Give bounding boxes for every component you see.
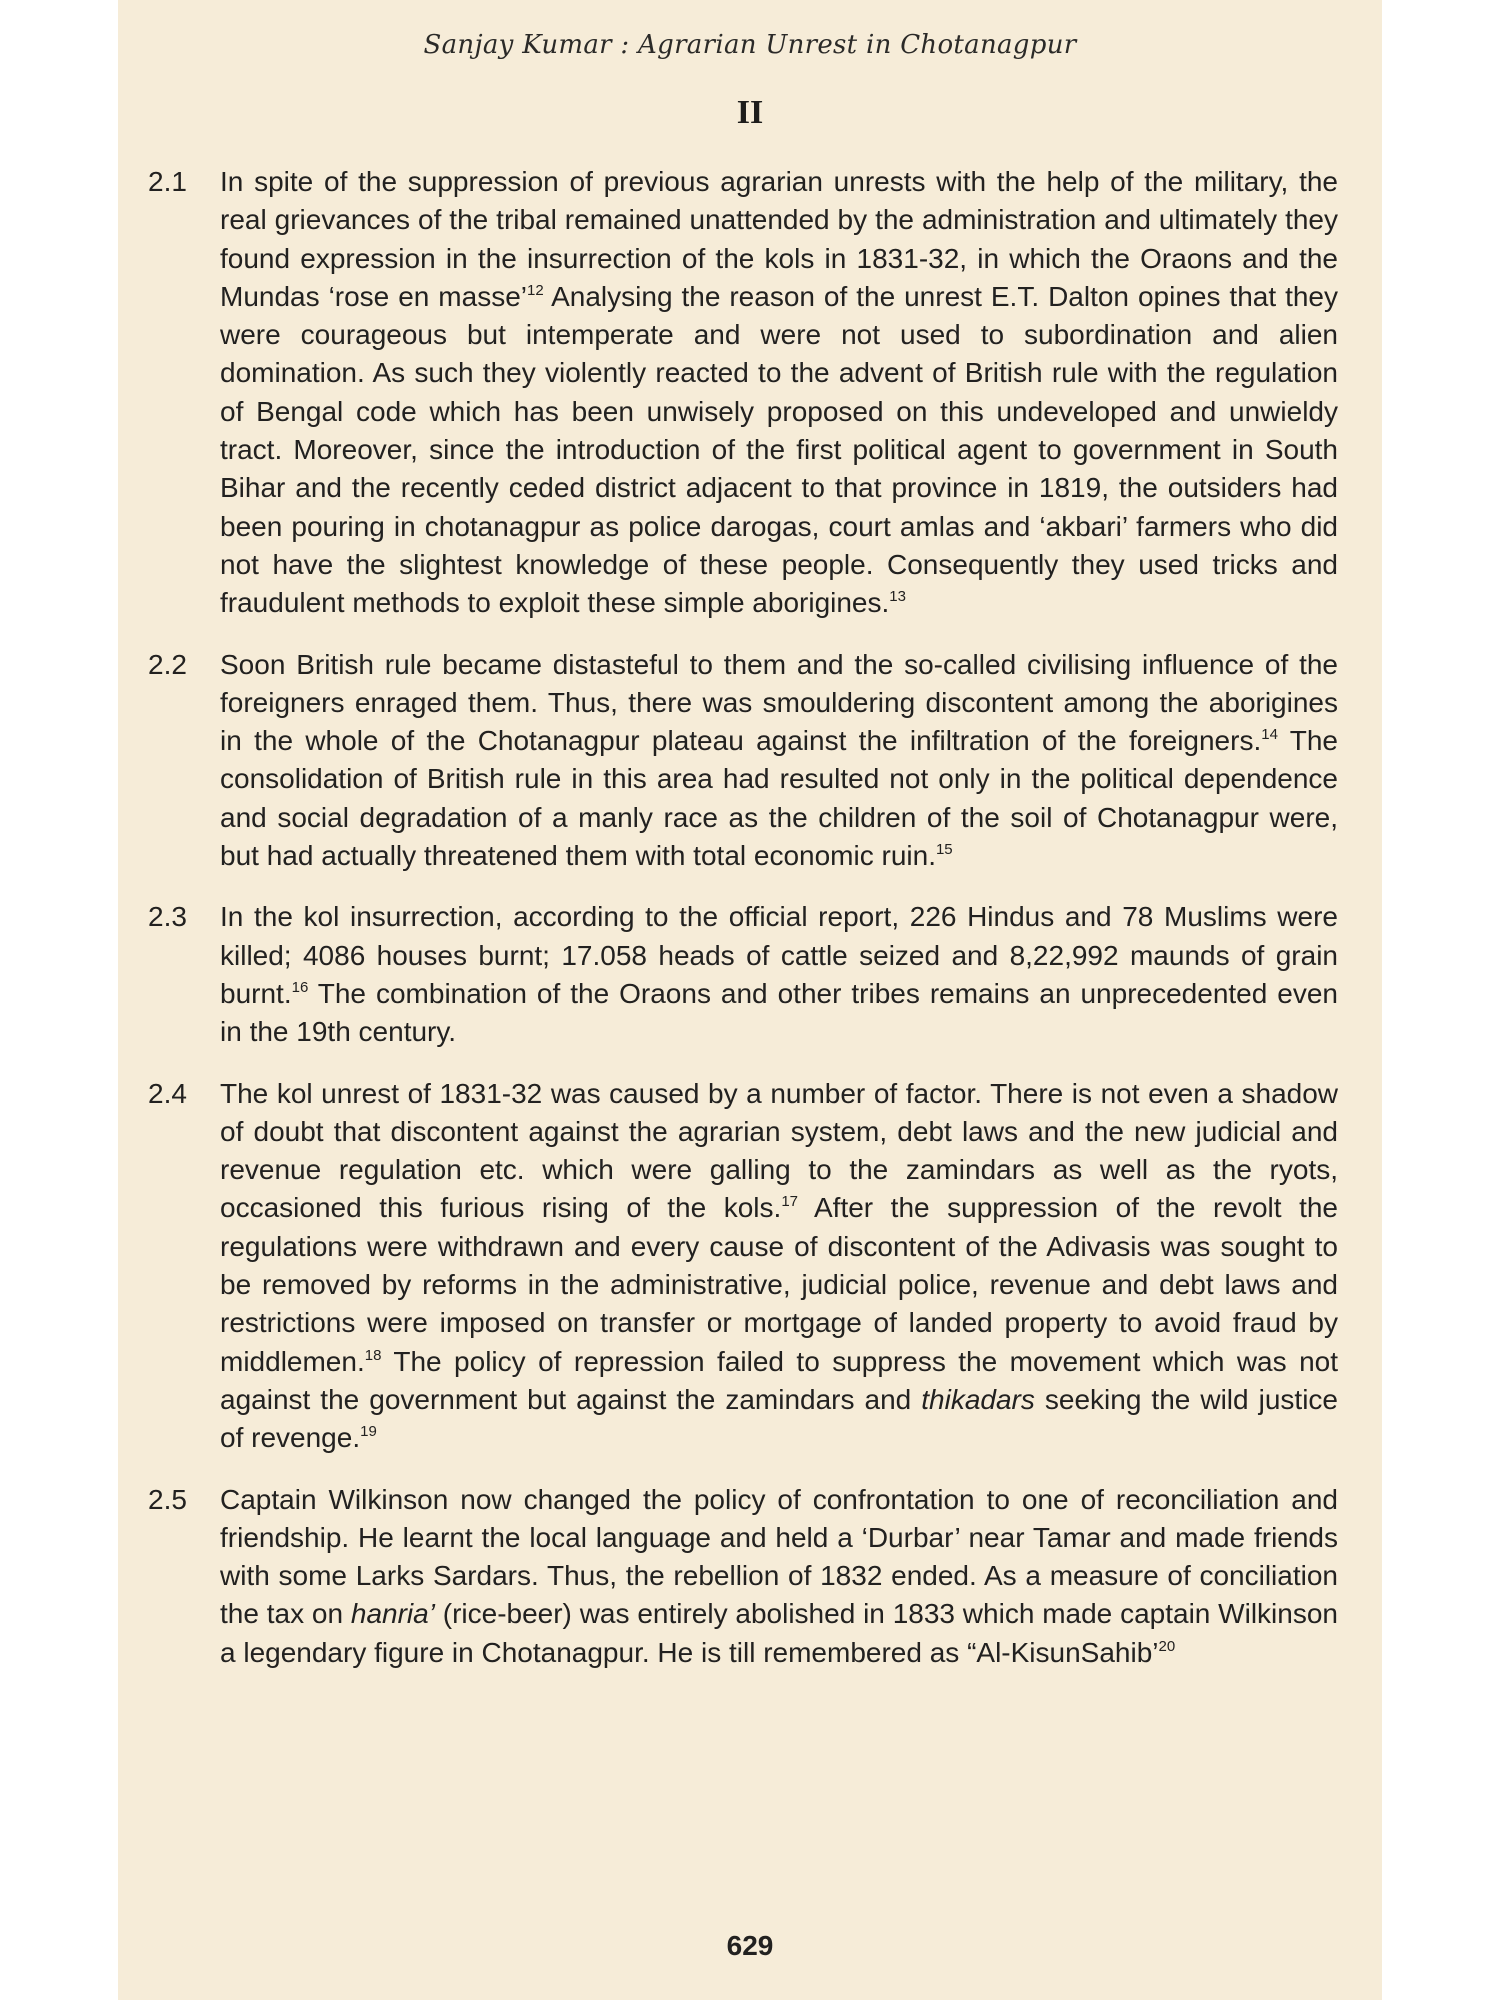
text-run: In spite of the suppression of previous agrarian unrests with the help of the military, the real grievances of the tribal remained unattended by the administration and ultimately they found expression in the insurrection of the kols in 1831-32, in which the Oraons and the Mundas ‘rose en masse’ <box>220 166 1338 312</box>
italic-term: thikadars <box>921 1383 1035 1415</box>
text-run: (rice-beer) was entirely abolished in 1833 which made captain Wilkinson a legendary figure in Chotanagpur. He is till remembered as “Al-KisunSahib’ <box>220 1598 1338 1668</box>
paragraph-text <box>220 163 1338 623</box>
text-run: Captain Wilkinson now changed the policy of confrontation to one of reconciliation and friendship. He learnt the local language and held a ‘Durbar’ near Tamar and made friends with some Larks Sardars. Thus, the rebellion of 1832 ended. As a measure of conciliation the tax on <box>220 1483 1338 1630</box>
paragraph-number: 2.1 <box>148 166 187 197</box>
text-run: After the suppression of the revolt the regulations were withdrawn and every cause of discontent of the Adivasis was sought to be removed by reforms in the administrative, judicial police, revenue and debt laws and restrictions were imposed on transfer or mortgage of landed property to avoid fraud by middlemen. <box>220 1192 1338 1377</box>
footnote-ref: 16 <box>291 978 309 996</box>
paragraph-number: 2.4 <box>148 1077 187 1109</box>
italic-term: hanria’ <box>350 1598 435 1630</box>
paragraph-text <box>220 898 1338 1051</box>
section-heading: II <box>736 94 764 131</box>
paragraph-text <box>220 1481 1338 1672</box>
paragraph-number: 2.2 <box>148 648 187 680</box>
paragraph-text <box>220 1075 1338 1458</box>
text-run: The combination of the Oraons and other tribes remains an unprecedented even in the 19th century. <box>220 977 1338 1048</box>
text-run: seeking the wild justice of revenge. <box>220 1383 1338 1454</box>
footnote-ref: 12 <box>527 281 544 299</box>
paragraph-number: 2.5 <box>148 1483 187 1515</box>
paragraph-2-3 <box>148 898 1338 1051</box>
footnote-ref: 17 <box>781 1193 798 1211</box>
text-run: The consolidation of British rule in this area had resulted not only in the political dependence and social degradation of a manly race as the children of the soil of Chotanagpur were, but had actually threatened them with total economic ruin. <box>220 725 1338 872</box>
text-run: Soon British rule became distasteful to them and the so-called civilising influence of the foreigners enraged them. Thus, there was smouldering discontent among the aborigines in the whole of the Chotanagpur plateau against the infiltration of the foreigners. <box>220 648 1338 757</box>
footnote-ref: 14 <box>1261 726 1278 744</box>
paragraph-2-5 <box>148 1481 1338 1672</box>
paragraph-2-4 <box>148 1075 1338 1458</box>
book-page <box>118 0 1382 2000</box>
footnote-ref: 20 <box>1158 1637 1176 1655</box>
text-run: Analysing the reason of the unrest E.T. Dalton opines that they were courageous but intemperate and were not used to subordination and alien domination. As such they violently reacted to the advent of British rule with the regulation of Bengal code which has been unwisely proposed on this undeveloped and unwieldy tract. Moreover, since the introduction of the first political agent to government in South Bihar and the recently ceded district adjacent to that province in 1819, the outsiders had been pouring in chotanagpur as police darogas, court amlas and ‘akbari’ farmers who did not have the slightest knowledge of these people. Consequently they used tricks and fraudulent methods to exploit these simple aborigines. <box>220 280 1339 619</box>
running-header: Sanjay Kumar : Agrarian Unrest in Chotanagpur <box>423 30 1077 60</box>
paragraph-text <box>220 646 1338 876</box>
footnote-ref: 13 <box>889 588 906 606</box>
page-number: 629 <box>726 1930 774 1961</box>
footnote-ref: 18 <box>364 1346 382 1364</box>
paragraph-2-1 <box>148 163 1338 623</box>
article-body <box>148 163 1338 1695</box>
text-run: The policy of repression failed to suppress the movement which was not against the government but against the zamindars and <box>220 1345 1338 1415</box>
footnote-ref: 19 <box>360 1423 377 1441</box>
text-run: The kol unrest of 1831-32 was caused by a number of factor. There is not even a shadow of doubt that discontent against the agrarian system, debt laws and the new judicial and revenue regulation etc. which were galling to the zamindars as well as the ryots, occasioned this furious rising of the kols. <box>220 1077 1338 1224</box>
paragraph-number: 2.3 <box>148 901 187 933</box>
paragraph-2-2 <box>148 646 1338 876</box>
footnote-ref: 15 <box>935 841 953 859</box>
text-run: In the kol insurrection, according to the official report, 226 Hindus and 78 Muslims were killed; 4086 houses burnt; 17.058 heads of cattle seized and 8,22,992 maunds of grain burnt. <box>220 901 1338 1009</box>
